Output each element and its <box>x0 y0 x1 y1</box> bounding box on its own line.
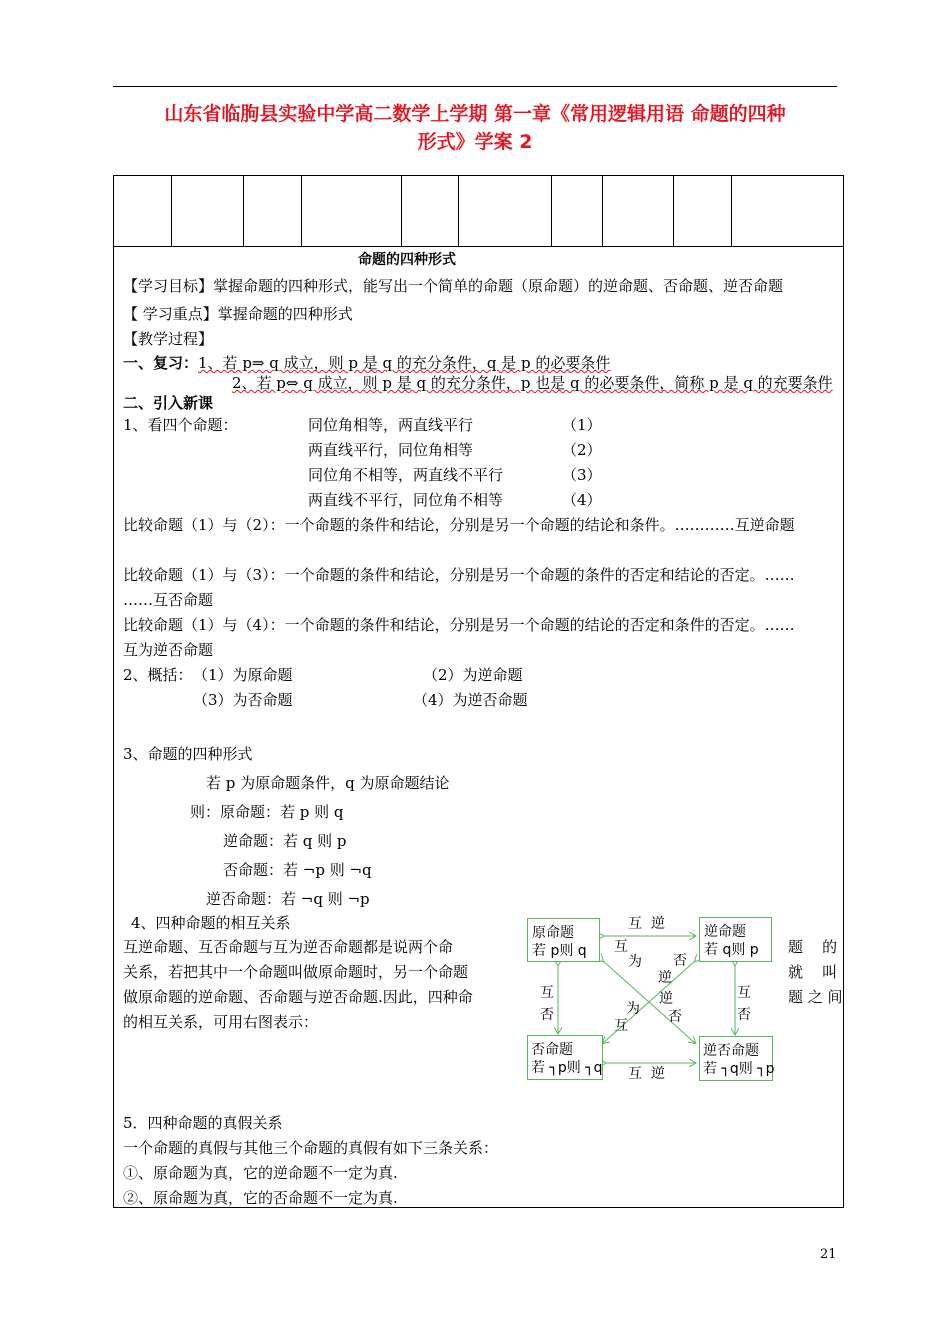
relation-text-4: 的相互关系，可用右图表示： <box>123 1013 319 1031</box>
compare-1-2: 比较命题（1）与（2）：一个命题的条件和结论，分别是另一个命题的结论和条件。…………互逆命题 <box>123 516 795 534</box>
diagonal-label-7: 为 <box>626 1001 640 1017</box>
right-relation-label-b: 否 <box>737 1007 751 1023</box>
converse-box-form: 若 q则 p <box>704 942 759 958</box>
header-cell-divider <box>243 176 244 246</box>
relation-tail-1: 题 的 <box>788 938 838 956</box>
compare-1-4-cont: 互为逆否命题 <box>123 641 214 659</box>
diagonal-label-4: 否 <box>668 1009 682 1025</box>
page-number: 21 <box>820 1247 837 1262</box>
proposition-4: 两直线不平行，同位角不相等 <box>308 491 504 509</box>
inverse-box-title: 否命题 <box>531 1042 573 1058</box>
relation-text-1: 互逆命题、互否命题与互为逆否命题都是说两个命 <box>123 938 454 956</box>
form-inverse: 否命题：若 ¬p 则 ¬q <box>223 861 372 879</box>
title-line-2: 形式》学案 2 <box>417 131 533 153</box>
proposition-2-num: （2） <box>562 441 602 459</box>
header-cell-divider <box>673 176 674 246</box>
section-heading: 命题的四种形式 <box>358 252 456 268</box>
forms-premise: 若 p 为原命题条件，q 为原命题结论 <box>206 774 450 792</box>
header-cell-divider <box>602 176 603 246</box>
contrapositive-proposition-box <box>699 1036 773 1081</box>
compare-1-3: 比较命题（1）与（3）：一个命题的条件和结论，分别是另一个命题的条件的否定和结论的否定。…… <box>123 566 795 584</box>
right-relation-label-a: 互 <box>737 985 751 1001</box>
left-relation-label-b: 否 <box>540 1007 554 1023</box>
compare-1-3-cont: ……互否命题 <box>123 591 214 609</box>
header-cell-divider <box>731 176 732 246</box>
inverse-box-form: 若 ┐p则 ┐q <box>531 1060 603 1076</box>
truth-label: 5．四种命题的真假关系 <box>123 1114 283 1132</box>
title-line-1: 山东省临朐县实验中学高二数学上学期 第一章《常用逻辑用语 命题的四种 <box>164 103 786 125</box>
form-contrapositive: 逆否命题：若 ¬q 则 ¬p <box>206 890 370 908</box>
contra-box-form: 若 ┐q则 ┐p <box>703 1061 775 1077</box>
proposition-3: 同位角不相等，两直线不平行 <box>308 466 504 484</box>
truth-rule-1: ①、原命题为真，它的逆命题不一定为真. <box>123 1164 398 1182</box>
goal-text: 掌握命题的四种形式，能写出一个简单的命题（原命题）的逆命题、否命题、逆否命题 <box>213 277 784 295</box>
diagonal-label-8: 互 <box>614 1018 628 1034</box>
header-rule <box>113 86 837 87</box>
header-cell-divider <box>458 176 459 246</box>
original-box-title: 原命题 <box>532 925 574 941</box>
proposition-3-num: （3） <box>562 466 602 484</box>
bottom-relation-label: 互 逆 <box>628 1066 665 1082</box>
converse-proposition-box <box>699 917 772 962</box>
diagonal-label-5: 否 <box>673 953 687 969</box>
form-converse: 逆命题：若 q 则 p <box>223 832 347 850</box>
inverse-proposition-box <box>527 1035 603 1080</box>
forms-label: 3、命题的四种形式 <box>123 745 253 763</box>
goal-label: 【学习目标】 <box>123 277 214 295</box>
diagonal-label-2: 为 <box>628 954 642 970</box>
header-cell-divider <box>171 176 172 246</box>
compare-1-4: 比较命题（1）与（4）：一个命题的条件和结论，分别是另一个命题的结论的否定和条件的否定。…… <box>123 616 795 634</box>
look-label: 1、看四个命题： <box>123 416 238 434</box>
diagonal-label-6: 逆 <box>658 970 672 986</box>
review-item-1: 1、若 p⇒ q 成立，则 p 是 q 的充分条件，q 是 p 的必要条件 <box>198 354 611 372</box>
diagonal-label-1: 互 <box>614 939 628 955</box>
proposition-4-num: （4） <box>562 491 602 509</box>
review-item-2: 2、若 p⇔ q 成立，则 p 是 q 的充分条件，p 也是 q 的必要条件，简称 p 是 q 的充要条件 <box>232 374 833 392</box>
relation-text-2: 关系，若把其中一个命题叫做原命题时，另一个命题 <box>123 963 469 981</box>
four-propositions-diagram <box>525 913 785 1093</box>
review-line-1 <box>123 353 610 373</box>
learning-focus <box>123 304 353 324</box>
header-cell-divider <box>551 176 552 246</box>
header-cell-divider <box>401 176 402 246</box>
summary-2: （2）为逆命题 <box>423 666 523 684</box>
converse-box-title: 逆命题 <box>704 924 746 940</box>
lesson-table <box>113 175 844 1208</box>
review-line-2 <box>232 373 833 393</box>
proposition-2: 两直线平行，同位角相等 <box>308 441 474 459</box>
summary-label: 2、概括： <box>123 666 193 684</box>
focus-label: 【 学习重点】 <box>123 305 218 323</box>
truth-intro: 一个命题的真假与其他三个命题的真假有如下三条关系： <box>123 1139 499 1157</box>
proposition-1: 同位角相等，两直线平行 <box>308 416 474 434</box>
relation-text-3: 做原命题的逆命题、否命题与逆否命题.因此，四种命 <box>123 988 473 1006</box>
review-label: 一、复习： <box>123 354 199 372</box>
relation-tail-3: 题 之 间 <box>788 988 843 1006</box>
summary-1: （1）为原命题 <box>193 666 293 684</box>
proposition-1-num: （1） <box>562 416 602 434</box>
learning-goal <box>123 276 783 296</box>
process-label: 【教学过程】 <box>123 330 214 348</box>
summary-4: （4）为逆否命题 <box>413 691 528 709</box>
diagonal-label-3: 逆 <box>659 991 673 1007</box>
document-title <box>110 100 840 156</box>
top-relation-label: 互 逆 <box>628 916 665 932</box>
original-proposition-box <box>527 918 600 962</box>
original-box-form: 若 p则 q <box>532 943 587 959</box>
intro-label: 二、引入新课 <box>123 394 214 412</box>
form-original: 则：原命题：若 p 则 q <box>190 803 344 821</box>
focus-text: 掌握命题的四种形式 <box>217 305 353 323</box>
relation-label: 4、四种命题的相互关系 <box>131 914 291 932</box>
truth-rule-2: ②、原命题为真，它的否命题不一定为真. <box>123 1189 398 1207</box>
relation-tail-2: 就 叫 <box>788 963 838 981</box>
header-cell-divider <box>301 176 302 246</box>
left-relation-label-a: 互 <box>540 985 554 1001</box>
header-cells-row <box>114 176 843 247</box>
contra-box-title: 逆否命题 <box>703 1043 759 1059</box>
summary-3: （3）为否命题 <box>193 691 293 709</box>
